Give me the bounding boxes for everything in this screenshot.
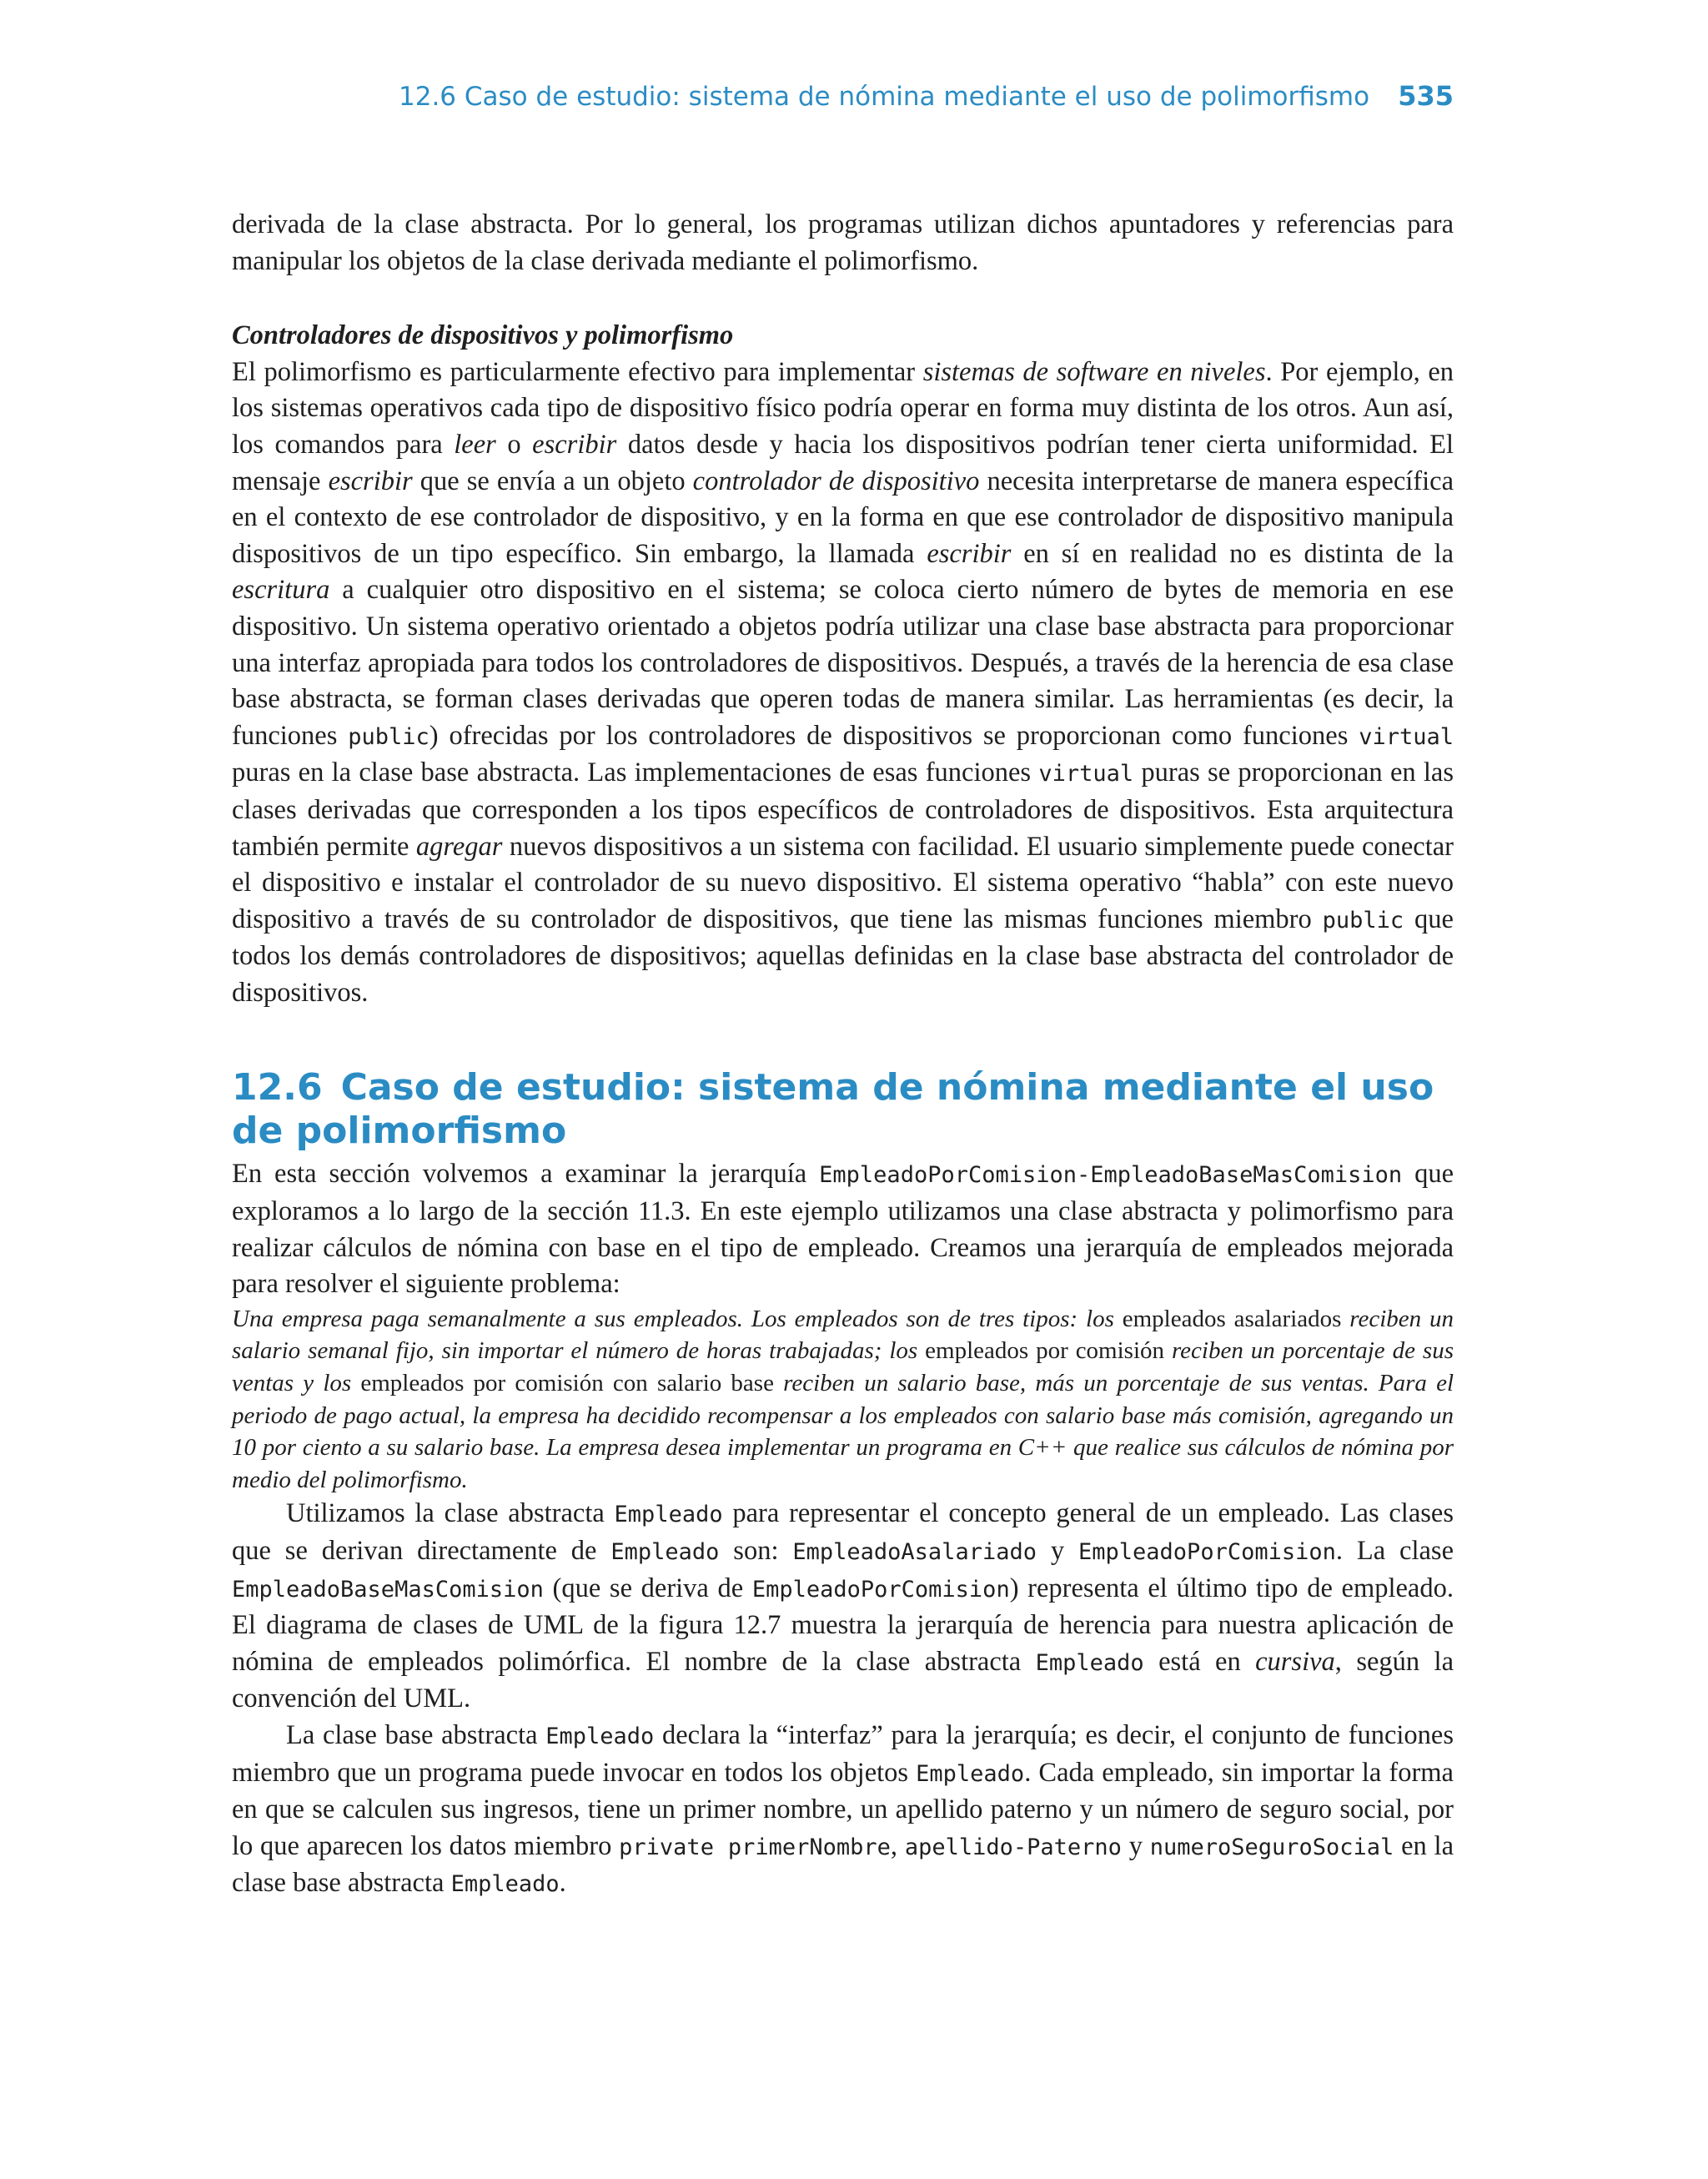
code-term: EmpleadoPorComision	[751, 1576, 1010, 1603]
text-run: está en	[1143, 1646, 1256, 1677]
emphasis: cursiva	[1255, 1646, 1335, 1677]
text-run: (que se deriva de	[543, 1573, 752, 1603]
section-title-line2: de polimorfismo	[232, 1110, 567, 1153]
text-run: que exploramos a lo largo de la sección 11.3. En este ejemplo utilizamos una clase abstracta y polimorfismo para realizar cálculos de nómina con base en el tipo de empleado. Creamos una jerarquía de empleados mejorada para resolver el siguiente problema:	[232, 1159, 1454, 1300]
code-term: Empleado	[610, 1539, 720, 1565]
page-header	[232, 82, 1454, 118]
emphasis: escritura	[232, 575, 330, 606]
code-term: Empleado	[545, 1723, 655, 1749]
text-run: ) representa el último tipo de empleado. El diagrama de clases de UML de la figura 12.7 muestra la jerarquía de herencia para nuestra aplicación de nómina de empleados polimórfica. El nombre de la clase abstracta	[232, 1573, 1454, 1677]
page-number: 535	[1398, 80, 1454, 112]
section-number: 12.6	[232, 1066, 323, 1110]
text-run: En esta sección volvemos a examinar la jerarquía	[232, 1159, 820, 1190]
running-title: 12.6 Caso de estudio: sistema de nómina mediante el uso de polimorfismo	[399, 82, 1370, 112]
text-run: . Cada empleado, sin importar la forma en que se calculen sus ingresos, tiene un primer nombre, un apellido paterno y un número de seguro social, por lo que aparecen los datos miembro	[232, 1757, 1454, 1861]
text-run: , según la convención del UML.	[232, 1646, 1454, 1714]
emphasis: agregar	[415, 831, 503, 862]
section-title-line1: Caso de estudio: sistema de nómina mediante el uso	[340, 1066, 1434, 1110]
text-run: ) ofrecidas por los controladores de dispositivos se proporcionan como funciones	[429, 720, 1359, 751]
text-run: empleados por comisión con salario base	[351, 1370, 784, 1397]
code-term: EmpleadoPorComision-EmpleadoBaseMasComision	[819, 1162, 1403, 1189]
paragraph-intro: derivada de la clase abstracta. Por lo general, los programas utilizan dichos apuntadores y referencias para manipular los objetos de la clase derivada mediante el polimorfismo.	[232, 209, 1454, 276]
emphasis: reciben un porcentaje de sus ventas y los	[232, 1337, 1454, 1397]
text-run: puras se proporcionan en las clases derivadas que corresponden a los tipos específicos de controladores de dispositivos. Esta arquitectura también permite	[232, 757, 1454, 862]
paragraph-abstract-base	[232, 1718, 1454, 1903]
code-term: Empleado	[916, 1760, 1025, 1787]
code-term: apellido-Paterno	[904, 1834, 1122, 1860]
subsection-heading: Controladores de dispositivos y polimorfismo	[232, 320, 734, 351]
text-run: La clase base abstracta	[286, 1719, 546, 1750]
text-run: y	[1121, 1830, 1150, 1861]
code-term: numeroSeguroSocial	[1149, 1834, 1394, 1860]
text-run: empleados asalariados	[1113, 1305, 1350, 1332]
code-term: virtual	[1038, 761, 1134, 788]
code-term: EmpleadoAsalariado	[792, 1539, 1037, 1565]
text-run: .	[559, 1868, 566, 1899]
paragraph-class-hierarchy	[232, 1496, 1454, 1718]
code-term: public	[348, 723, 430, 750]
text-run: para representar el concepto general de un empleado. Las clases que se derivan directamente de	[232, 1498, 1454, 1566]
code-term: Empleado	[614, 1502, 723, 1528]
emphasis: sistemas de software en niveles	[922, 356, 1266, 387]
text-run: que todos los demás controladores de dispositivos; aquellas definidas en la clase base abstracta del controlador de dispositivos.	[232, 903, 1454, 1008]
emphasis: reciben un salario base, más un porcentaje de sus ventas. Para el periodo de pago actual, la empresa ha decidido recompensar a los empleados con salario base más comisión, agregando un 10 por ciento a su salario base. La empresa desea implementar un programa en C++ que realice sus cálculos de nómina por medio del polimorfismo.	[232, 1370, 1454, 1493]
text-run: El polimorfismo es particularmente efectivo para implementar	[232, 356, 923, 387]
emphasis: escribir	[927, 538, 1012, 569]
code-term: private primerNombre	[619, 1834, 891, 1860]
text-run: en la clase base abstracta	[232, 1830, 1454, 1899]
code-term: Empleado	[1035, 1649, 1144, 1676]
text-run: ,	[890, 1830, 905, 1861]
text-run: datos desde y hacia los dispositivos podrían tener cierta uniformidad. El mensaje	[232, 429, 1454, 496]
code-term: Empleado	[450, 1871, 560, 1898]
text-run: empleados por comisión	[917, 1337, 1172, 1365]
emphasis: controlador de dispositivo	[692, 465, 980, 496]
text-run: puras en la clase base abstracta. Las implementaciones de esas funciones	[232, 757, 1039, 788]
code-term: virtual	[1359, 723, 1454, 750]
emphasis: Una empresa paga semanalmente a sus empleados. Los empleados son de tres tipos: los	[232, 1305, 1114, 1332]
text-run: nuevos dispositivos a un sistema con facilidad. El usuario simplemente puede conectar el dispositivo e instalar el controlador de su nuevo dispositivo. El sistema operativo “habla” con este nuevo dispositivo a través de su controlador de dispositivos, que tiene las mismas funciones miembro	[232, 831, 1454, 934]
section-heading	[232, 1066, 1454, 1153]
paragraph-section-intro	[232, 1156, 1454, 1302]
text-run: declara la “interfaz” para la jerarquía; es decir, el conjunto de funciones miembro que un programa puede invocar en todos los objetos	[232, 1719, 1454, 1788]
emphasis: escribir	[532, 429, 617, 460]
paragraph-device-drivers	[232, 355, 1454, 1012]
text-run: necesita interpretarse de manera específica en el contexto de ese controlador de dispositivo, y en la forma en que ese controlador de dispositivo manipula dispositivos de un tipo específico. Sin embargo, la llamada	[232, 465, 1454, 569]
page-body	[232, 207, 1454, 1903]
emphasis: reciben un salario semanal fijo, sin importar el número de horas trabajadas; los	[232, 1305, 1454, 1365]
text-run: en sí en realidad no es distinta de la	[1011, 538, 1454, 569]
text-run: y	[1036, 1536, 1079, 1566]
text-run: . La clase	[1335, 1536, 1454, 1566]
text-run: Utilizamos la clase abstracta	[286, 1498, 615, 1529]
text-run: o	[495, 429, 533, 460]
emphasis: leer	[454, 429, 496, 460]
code-term: public	[1322, 907, 1404, 933]
problem-statement	[232, 1303, 1454, 1497]
text-run: a cualquier otro dispositivo en el sistema; se coloca cierto número de bytes de memoria en ese dispositivo. Un sistema operativo orientado a objetos podría utilizar una clase base abstracta para proporcionar una interfaz apropiada para todos los controladores de dispositivos. Después, a través de la herencia de esa clase base abstracta, se forman clases derivadas que operen todas de manera similar. Las herramientas (es decir, la funciones	[232, 575, 1454, 751]
emphasis: escribir	[328, 465, 413, 496]
code-term: EmpleadoBaseMasComision	[232, 1576, 544, 1603]
text-run: . Por ejemplo, en los sistemas operativos cada tipo de dispositivo físico podría operar en forma muy distinta de los otros. Aun así, los comandos para	[232, 356, 1454, 460]
text-run: que se envía a un objeto	[412, 465, 693, 496]
text-run: son:	[719, 1536, 793, 1566]
code-term: EmpleadoPorComision	[1078, 1539, 1336, 1565]
